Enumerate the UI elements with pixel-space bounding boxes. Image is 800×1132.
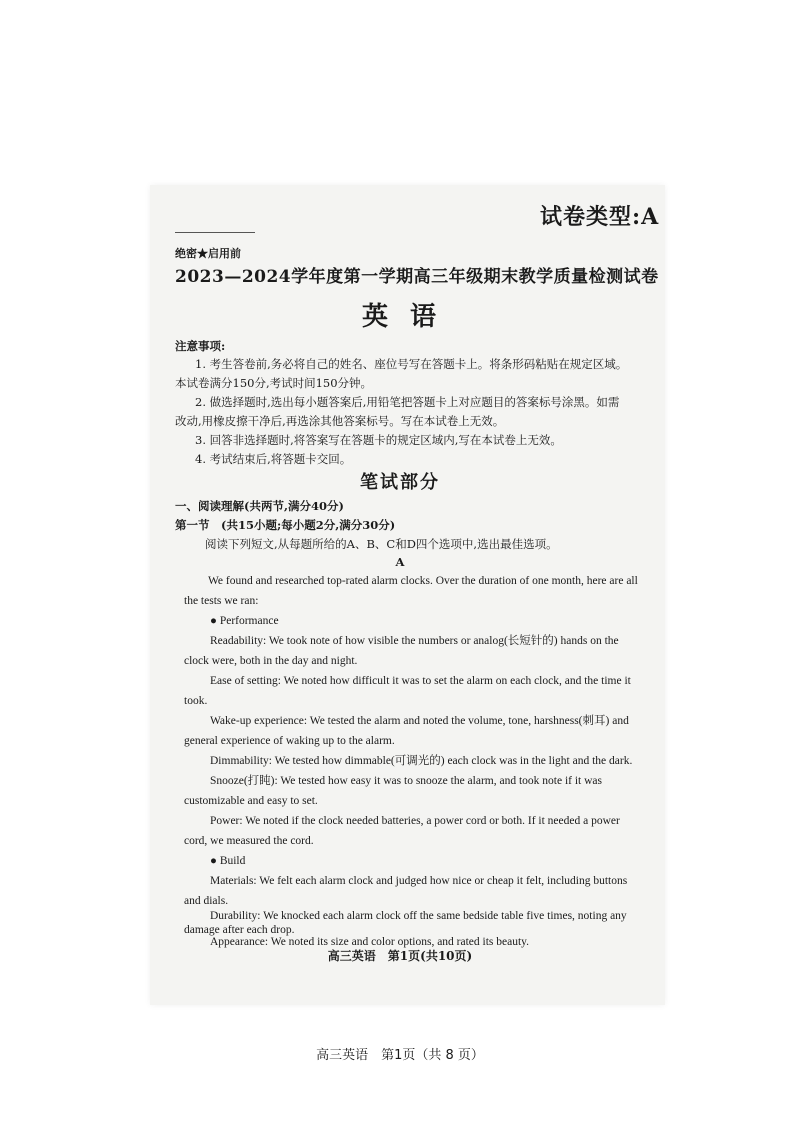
passage-line: Snooze(打盹): We tested how easy it was to snooze the alarm, and took note if it was	[210, 775, 603, 787]
inner-page-footer: 高三英语 第1页(共10页)	[327, 949, 473, 963]
passage-line: Readability: We took note of how visible the numbers or analog(长短针的) hands on the	[210, 635, 619, 647]
paper-type-label: 试卷类型:A	[540, 204, 660, 230]
passage-line: Wake-up experience: We tested the alarm and noted the volume, tone, harshness(刺耳) and	[210, 715, 629, 727]
divider	[175, 232, 255, 233]
passage-line: general experience of waking up to the alarm.	[184, 735, 395, 747]
passage-line: Durability: We knocked each alarm clock off the same bedside table five times, noting any	[210, 910, 627, 922]
note-line: 4. 考试结束后,将答题卡交回。	[195, 452, 352, 466]
passage-line: customizable and easy to set.	[184, 795, 318, 807]
part-sub-heading: 第一节 (共15小题;每小题2分,满分30分)	[175, 518, 396, 532]
passage-line: took.	[184, 695, 208, 707]
passage-line: the tests we ran:	[184, 595, 259, 607]
passage-line: Ease of setting: We noted how difficult it was to set the alarm on each clock, and the time it	[210, 675, 631, 687]
passage-line: cord, we measured the cord.	[184, 835, 314, 847]
exam-title: 2023—2024学年度第一学期高三年级期末教学质量检测试卷	[175, 267, 659, 287]
part-instruction: 阅读下列短文,从每题所给的A、B、C和D四个选项中,选出最佳选项。	[205, 537, 558, 551]
section-title: 笔试部分	[360, 472, 440, 493]
confidential-mark: 绝密★启用前	[175, 247, 241, 260]
note-line: 2. 做选择题时,选出每小题答案后,用铅笔把答题卡上对应题目的答案标号涂黑。如需	[195, 395, 620, 409]
bullet-performance: ● Performance	[210, 615, 279, 627]
subject-title: 英语	[361, 302, 458, 332]
bullet-build: ● Build	[210, 855, 246, 867]
passage-letter: A	[395, 555, 405, 569]
passage-line: Materials: We felt each alarm clock and judged how nice or cheap it felt, including buttons	[210, 875, 628, 887]
page-footer: 高三英语 第1页（共 8 页）	[316, 1048, 484, 1063]
passage-line: damage after each drop.	[184, 924, 295, 936]
passage-line: Appearance: We noted its size and color options, and rated its beauty.	[210, 936, 530, 948]
passage-line: Power: We noted if the clock needed batteries, a power cord or both. If it needed a power	[210, 815, 620, 827]
passage-line: and dials.	[184, 895, 229, 907]
part-heading: 一、阅读理解(共两节,满分40分)	[175, 499, 344, 513]
note-line: 1. 考生答卷前,务必将自己的姓名、座位号写在答题卡上。将条形码粘贴在规定区域。	[195, 357, 628, 371]
note-line: 3. 回答非选择题时,将答案写在答题卡的规定区域内,写在本试卷上无效。	[195, 433, 562, 447]
notes-heading: 注意事项:	[175, 339, 226, 353]
passage-line: Dimmability: We tested how dimmable(可调光的) each clock was in the light and the dark.	[210, 755, 633, 767]
note-line: 本试卷满分150分,考试时间150分钟。	[175, 376, 373, 390]
note-line: 改动,用橡皮擦干净后,再选涂其他答案标号。写在本试卷上无效。	[175, 414, 505, 428]
passage-line: clock were, both in the day and night.	[184, 655, 358, 667]
passage-line: We found and researched top-rated alarm clocks. Over the duration of one month, here are all	[208, 575, 638, 587]
